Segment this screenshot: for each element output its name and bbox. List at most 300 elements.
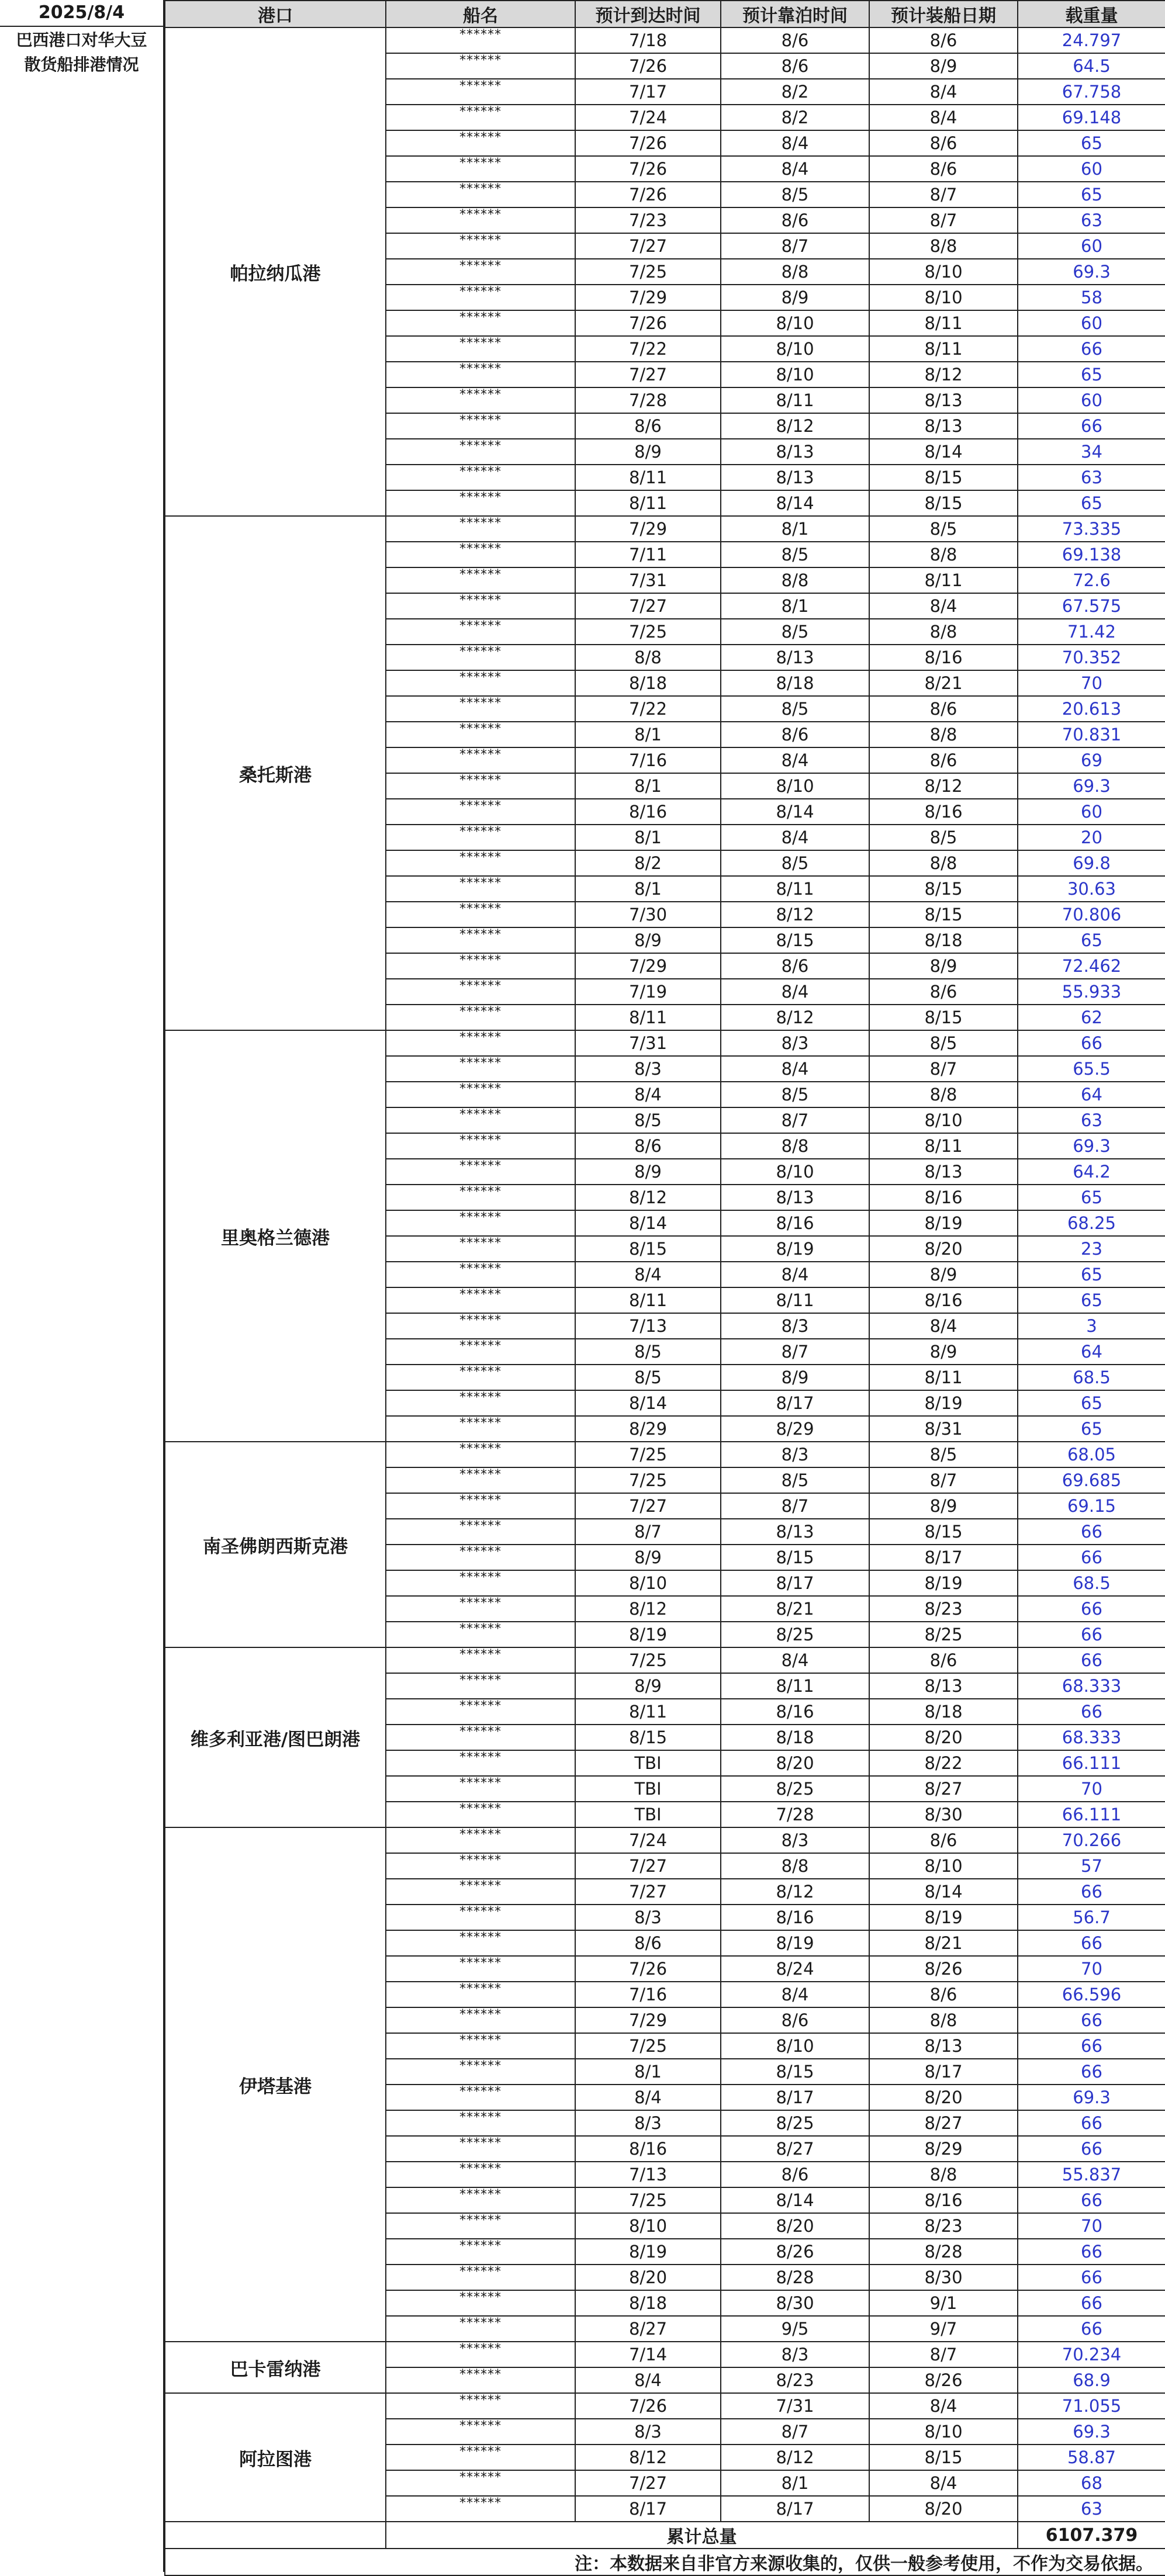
tonnage: 66	[1018, 2187, 1165, 2213]
loading-date: 8/7	[869, 182, 1018, 207]
loading-date: 8/4	[869, 79, 1018, 105]
eta: 7/22	[575, 336, 721, 362]
vessel-name: ******	[386, 2007, 575, 2033]
loading-date: 8/19	[869, 1390, 1018, 1416]
eta: 8/11	[575, 1005, 721, 1030]
vessel-name: ******	[386, 1622, 575, 1647]
vessel-name: ******	[386, 413, 575, 439]
loading-date: 8/21	[869, 670, 1018, 696]
berthing-date: 8/17	[721, 2085, 869, 2110]
vessel-name: ******	[386, 2162, 575, 2187]
side-panel	[0, 0, 164, 2572]
berthing-date: 8/6	[721, 2162, 869, 2187]
port-name: 伊塔基港	[165, 1827, 386, 2342]
berthing-date: 8/20	[721, 2213, 869, 2239]
loading-date: 8/26	[869, 1956, 1018, 1982]
eta: 8/9	[575, 1545, 721, 1570]
eta: 8/10	[575, 2213, 721, 2239]
berthing-date: 8/25	[721, 1622, 869, 1647]
report-date: 2025/8/4	[0, 0, 163, 27]
vessel-name: ******	[386, 1802, 575, 1827]
vessel-name: ******	[386, 2187, 575, 2213]
eta: 7/30	[575, 902, 721, 927]
berthing-date: 8/6	[721, 2007, 869, 2033]
tonnage: 69.148	[1018, 105, 1165, 130]
tonnage: 69.3	[1018, 1133, 1165, 1159]
eta: 8/16	[575, 2136, 721, 2162]
berthing-date: 8/27	[721, 2136, 869, 2162]
port-name: 里奥格兰德港	[165, 1030, 386, 1442]
vessel-name: ******	[386, 156, 575, 182]
vessel-name: ******	[386, 953, 575, 979]
vessel-name: ******	[386, 516, 575, 542]
loading-date: 8/19	[869, 1570, 1018, 1596]
tonnage: 68.5	[1018, 1570, 1165, 1596]
loading-date: 8/17	[869, 1545, 1018, 1570]
eta: 8/1	[575, 722, 721, 747]
eta: 8/19	[575, 1622, 721, 1647]
berthing-date: 8/6	[721, 207, 869, 233]
vessel-name: ******	[386, 1982, 575, 2007]
vessel-name: ******	[386, 1596, 575, 1622]
berthing-date: 8/20	[721, 1750, 869, 1776]
berthing-date: 8/9	[721, 1365, 869, 1390]
loading-date: 8/8	[869, 619, 1018, 645]
tonnage: 66	[1018, 1596, 1165, 1622]
berthing-date: 8/4	[721, 130, 869, 156]
loading-date: 8/6	[869, 27, 1018, 53]
eta: 8/1	[575, 2059, 721, 2085]
vessel-name: ******	[386, 1647, 575, 1673]
berthing-date: 8/7	[721, 233, 869, 259]
berthing-date: 8/7	[721, 2419, 869, 2445]
loading-date: 8/10	[869, 1107, 1018, 1133]
vessel-name: ******	[386, 1442, 575, 1467]
loading-date: 8/7	[869, 2342, 1018, 2367]
report-title	[0, 27, 163, 77]
berthing-date: 8/4	[721, 747, 869, 773]
tonnage: 66	[1018, 1699, 1165, 1725]
berthing-date: 8/5	[721, 696, 869, 722]
berthing-date: 8/14	[721, 490, 869, 516]
vessel-name: ******	[386, 927, 575, 953]
loading-date: 8/11	[869, 1133, 1018, 1159]
eta: 7/31	[575, 1030, 721, 1056]
column-header-berthing: 预计靠泊时间	[721, 1, 869, 27]
column-header-eta: 预计到达时间	[575, 1, 721, 27]
vessel-name: ******	[386, 1005, 575, 1030]
eta: 8/3	[575, 1905, 721, 1930]
eta: 8/15	[575, 1236, 721, 1262]
table-row	[165, 1647, 1165, 1673]
tonnage: 55.933	[1018, 979, 1165, 1005]
loading-date: 8/4	[869, 2470, 1018, 2496]
eta: 7/26	[575, 310, 721, 336]
eta: 8/12	[575, 1185, 721, 1210]
tonnage: 66	[1018, 1030, 1165, 1056]
report-title-line-2: 散货船排港情况	[24, 55, 139, 74]
berthing-date: 8/4	[721, 979, 869, 1005]
eta: 7/31	[575, 567, 721, 593]
loading-date: 8/13	[869, 1673, 1018, 1699]
loading-date: 8/8	[869, 1082, 1018, 1107]
loading-date: 8/16	[869, 799, 1018, 825]
vessel-name: ******	[386, 105, 575, 130]
eta: 7/24	[575, 1827, 721, 1853]
eta: 7/26	[575, 1956, 721, 1982]
loading-date: 8/6	[869, 156, 1018, 182]
loading-date: 8/8	[869, 722, 1018, 747]
loading-date: 8/26	[869, 2367, 1018, 2393]
berthing-date: 8/7	[721, 1339, 869, 1365]
eta: 8/3	[575, 2110, 721, 2136]
table-header-row	[165, 1, 1165, 27]
berthing-date: 8/24	[721, 1956, 869, 1982]
tonnage: 62	[1018, 1005, 1165, 1030]
berthing-date: 8/18	[721, 1725, 869, 1750]
berthing-date: 8/5	[721, 619, 869, 645]
tonnage: 64	[1018, 1339, 1165, 1365]
tonnage: 58	[1018, 285, 1165, 310]
loading-date: 8/6	[869, 1982, 1018, 2007]
berthing-date: 8/1	[721, 2470, 869, 2496]
berthing-date: 8/17	[721, 2496, 869, 2522]
tonnage: 72.6	[1018, 567, 1165, 593]
loading-date: 8/11	[869, 336, 1018, 362]
loading-date: 8/8	[869, 2162, 1018, 2187]
eta: 8/8	[575, 645, 721, 670]
berthing-date: 8/12	[721, 1005, 869, 1030]
vessel-name: ******	[386, 207, 575, 233]
loading-date: 8/16	[869, 1185, 1018, 1210]
vessel-name: ******	[386, 1699, 575, 1725]
berthing-date: 8/11	[721, 387, 869, 413]
berthing-date: 8/4	[721, 156, 869, 182]
berthing-date: 8/13	[721, 1519, 869, 1545]
eta: 7/18	[575, 27, 721, 53]
vessel-name: ******	[386, 2239, 575, 2265]
vessel-name: ******	[386, 1519, 575, 1545]
vessel-name: ******	[386, 1725, 575, 1750]
vessel-name: ******	[386, 130, 575, 156]
vessel-name: ******	[386, 1313, 575, 1339]
berthing-date: 8/3	[721, 1313, 869, 1339]
vessel-name: ******	[386, 2213, 575, 2239]
berthing-date: 8/15	[721, 927, 869, 953]
vessel-name: ******	[386, 490, 575, 516]
berthing-date: 8/26	[721, 2239, 869, 2265]
vessel-name: ******	[386, 1236, 575, 1262]
eta: 8/19	[575, 2239, 721, 2265]
eta: 7/25	[575, 2187, 721, 2213]
loading-date: 8/4	[869, 105, 1018, 130]
vessel-name: ******	[386, 2419, 575, 2445]
tonnage: 63	[1018, 207, 1165, 233]
eta: 7/26	[575, 53, 721, 79]
port-name: 桑托斯港	[165, 516, 386, 1030]
vessel-name: ******	[386, 2110, 575, 2136]
berthing-date: 8/14	[721, 2187, 869, 2213]
tonnage: 69.3	[1018, 773, 1165, 799]
eta: 7/25	[575, 1647, 721, 1673]
loading-date: 8/13	[869, 1159, 1018, 1185]
tonnage: 65	[1018, 1185, 1165, 1210]
eta: TBI	[575, 1750, 721, 1776]
berthing-date: 8/15	[721, 1545, 869, 1570]
eta: 7/27	[575, 1493, 721, 1519]
vessel-name: ******	[386, 799, 575, 825]
loading-date: 8/18	[869, 927, 1018, 953]
tonnage: 68.5	[1018, 1365, 1165, 1390]
berthing-date: 8/28	[721, 2265, 869, 2290]
tonnage: 65	[1018, 1287, 1165, 1313]
eta: 7/26	[575, 182, 721, 207]
eta: 7/13	[575, 2162, 721, 2187]
eta: 7/27	[575, 593, 721, 619]
loading-date: 8/28	[869, 2239, 1018, 2265]
vessel-name: ******	[386, 387, 575, 413]
column-header-tonnage: 载重量	[1018, 1, 1165, 27]
tonnage: 68.333	[1018, 1673, 1165, 1699]
berthing-date: 8/10	[721, 362, 869, 387]
berthing-date: 8/10	[721, 2033, 869, 2059]
vessel-name: ******	[386, 1210, 575, 1236]
loading-date: 8/25	[869, 1622, 1018, 1647]
tonnage: 65	[1018, 1262, 1165, 1287]
vessel-name: ******	[386, 1159, 575, 1185]
berthing-date: 8/5	[721, 182, 869, 207]
eta: 7/19	[575, 979, 721, 1005]
tonnage: 65	[1018, 927, 1165, 953]
disclaimer-note: 注：本数据来自非官方来源收集的，仅供一般参考使用，不作为交易依据。	[165, 2549, 1165, 2575]
eta: 7/26	[575, 130, 721, 156]
vessel-name: ******	[386, 2290, 575, 2316]
eta: 8/4	[575, 2085, 721, 2110]
loading-date: 8/5	[869, 1030, 1018, 1056]
berthing-date: 8/7	[721, 1493, 869, 1519]
eta: 7/27	[575, 233, 721, 259]
eta: 7/22	[575, 696, 721, 722]
eta: 8/6	[575, 1133, 721, 1159]
vessel-name: ******	[386, 722, 575, 747]
vessel-name: ******	[386, 1365, 575, 1390]
loading-date: 8/20	[869, 2085, 1018, 2110]
loading-date: 8/4	[869, 593, 1018, 619]
loading-date: 8/8	[869, 850, 1018, 876]
tonnage: 66.596	[1018, 1982, 1165, 2007]
loading-date: 8/5	[869, 516, 1018, 542]
loading-date: 8/15	[869, 876, 1018, 902]
eta: 8/4	[575, 2367, 721, 2393]
berthing-date: 8/25	[721, 1776, 869, 1802]
loading-date: 8/6	[869, 130, 1018, 156]
vessel-name: ******	[386, 1750, 575, 1776]
loading-date: 8/17	[869, 2059, 1018, 2085]
loading-date: 8/9	[869, 1262, 1018, 1287]
tonnage: 24.797	[1018, 27, 1165, 53]
tonnage: 67.758	[1018, 79, 1165, 105]
vessel-name: ******	[386, 567, 575, 593]
table-row	[165, 1827, 1165, 1853]
loading-date: 8/9	[869, 53, 1018, 79]
vessel-name: ******	[386, 1570, 575, 1596]
eta: 8/12	[575, 1596, 721, 1622]
vessel-name: ******	[386, 876, 575, 902]
vessel-name: ******	[386, 2059, 575, 2085]
loading-date: 9/7	[869, 2316, 1018, 2342]
tonnage: 64.5	[1018, 53, 1165, 79]
tonnage: 66	[1018, 1622, 1165, 1647]
eta: 8/27	[575, 2316, 721, 2342]
loading-date: 8/5	[869, 1442, 1018, 1467]
loading-date: 8/13	[869, 2033, 1018, 2059]
berthing-date: 8/15	[721, 2059, 869, 2085]
berthing-date: 8/5	[721, 1082, 869, 1107]
tonnage: 66	[1018, 2265, 1165, 2290]
eta: 8/12	[575, 2445, 721, 2470]
loading-date: 8/15	[869, 902, 1018, 927]
tonnage: 55.837	[1018, 2162, 1165, 2187]
loading-date: 8/6	[869, 1647, 1018, 1673]
loading-date: 8/10	[869, 259, 1018, 285]
vessel-name: ******	[386, 2033, 575, 2059]
tonnage: 66	[1018, 1519, 1165, 1545]
loading-date: 8/6	[869, 1827, 1018, 1853]
loading-date: 8/11	[869, 310, 1018, 336]
eta: 8/14	[575, 1210, 721, 1236]
eta: 7/25	[575, 1442, 721, 1467]
vessel-name: ******	[386, 619, 575, 645]
loading-date: 8/29	[869, 2136, 1018, 2162]
tonnage: 68.25	[1018, 1210, 1165, 1236]
berthing-date: 8/18	[721, 670, 869, 696]
eta: 8/4	[575, 1082, 721, 1107]
eta: 8/1	[575, 773, 721, 799]
table-body	[165, 27, 1165, 2522]
loading-date: 8/4	[869, 1313, 1018, 1339]
vessel-name: ******	[386, 2470, 575, 2496]
eta: 7/27	[575, 2470, 721, 2496]
tonnage: 73.335	[1018, 516, 1165, 542]
berthing-date: 8/19	[721, 1930, 869, 1956]
berthing-date: 8/2	[721, 79, 869, 105]
berthing-date: 8/14	[721, 799, 869, 825]
eta: 8/14	[575, 1390, 721, 1416]
eta: 8/5	[575, 1339, 721, 1365]
tonnage: 66	[1018, 1545, 1165, 1570]
tonnage: 70.831	[1018, 722, 1165, 747]
berthing-date: 8/3	[721, 1827, 869, 1853]
vessel-name: ******	[386, 2393, 575, 2419]
eta: 8/6	[575, 413, 721, 439]
table-row	[165, 27, 1165, 53]
vessel-name: ******	[386, 2316, 575, 2342]
berthing-date: 8/21	[721, 1596, 869, 1622]
loading-date: 8/7	[869, 207, 1018, 233]
tonnage: 69.3	[1018, 2419, 1165, 2445]
eta: 7/27	[575, 362, 721, 387]
tonnage: 66	[1018, 2033, 1165, 2059]
eta: 8/15	[575, 1725, 721, 1750]
tonnage: 71.055	[1018, 2393, 1165, 2419]
tonnage: 60	[1018, 387, 1165, 413]
vessel-name: ******	[386, 1905, 575, 1930]
vessel-name: ******	[386, 53, 575, 79]
eta: 8/9	[575, 439, 721, 465]
tonnage: 66	[1018, 2290, 1165, 2316]
eta: 7/29	[575, 285, 721, 310]
total-label: 累计总量	[386, 2522, 1018, 2549]
tonnage: 69.8	[1018, 850, 1165, 876]
eta: 8/10	[575, 1570, 721, 1596]
vessel-name: ******	[386, 645, 575, 670]
tonnage: 66	[1018, 1879, 1165, 1905]
vessel-name: ******	[386, 1545, 575, 1570]
loading-date: 8/11	[869, 1365, 1018, 1390]
loading-date: 8/6	[869, 696, 1018, 722]
total-value: 6107.379	[1018, 2522, 1165, 2549]
loading-date: 8/27	[869, 1776, 1018, 1802]
berthing-date: 8/10	[721, 336, 869, 362]
tonnage: 68	[1018, 2470, 1165, 2496]
berthing-date: 7/28	[721, 1802, 869, 1827]
tonnage: 69.138	[1018, 542, 1165, 567]
eta: 8/17	[575, 2496, 721, 2522]
eta: 8/1	[575, 825, 721, 850]
berthing-date: 8/17	[721, 1390, 869, 1416]
note-row	[165, 2549, 1165, 2575]
vessel-name: ******	[386, 1082, 575, 1107]
berthing-date: 7/31	[721, 2393, 869, 2419]
tonnage: 66.111	[1018, 1750, 1165, 1776]
berthing-date: 8/10	[721, 1159, 869, 1185]
berthing-date: 8/11	[721, 876, 869, 902]
port-name: 帕拉纳瓜港	[165, 27, 386, 516]
berthing-date: 8/13	[721, 439, 869, 465]
berthing-date: 8/2	[721, 105, 869, 130]
loading-date: 8/9	[869, 953, 1018, 979]
eta: 8/11	[575, 490, 721, 516]
vessel-name: ******	[386, 1030, 575, 1056]
eta: 7/27	[575, 1879, 721, 1905]
berthing-date: 8/6	[721, 53, 869, 79]
loading-date: 8/14	[869, 1879, 1018, 1905]
tonnage: 60	[1018, 799, 1165, 825]
eta: 8/16	[575, 799, 721, 825]
eta: 7/16	[575, 1982, 721, 2007]
berthing-date: 8/12	[721, 413, 869, 439]
tonnage: 66	[1018, 2007, 1165, 2033]
berthing-date: 8/1	[721, 516, 869, 542]
vessel-name: ******	[386, 2342, 575, 2367]
column-header-vessel: 船名	[386, 1, 575, 27]
berthing-date: 8/4	[721, 1982, 869, 2007]
vessel-name: ******	[386, 2085, 575, 2110]
vessel-line-up-table	[164, 0, 1165, 2576]
berthing-date: 8/10	[721, 310, 869, 336]
berthing-date: 8/1	[721, 593, 869, 619]
loading-date: 8/16	[869, 1287, 1018, 1313]
tonnage: 34	[1018, 439, 1165, 465]
loading-date: 8/19	[869, 1210, 1018, 1236]
berthing-date: 8/17	[721, 1570, 869, 1596]
vessel-name: ******	[386, 670, 575, 696]
tonnage: 67.575	[1018, 593, 1165, 619]
berthing-date: 8/11	[721, 1673, 869, 1699]
vessel-name: ******	[386, 1262, 575, 1287]
loading-date: 8/7	[869, 1467, 1018, 1493]
tonnage: 66	[1018, 336, 1165, 362]
